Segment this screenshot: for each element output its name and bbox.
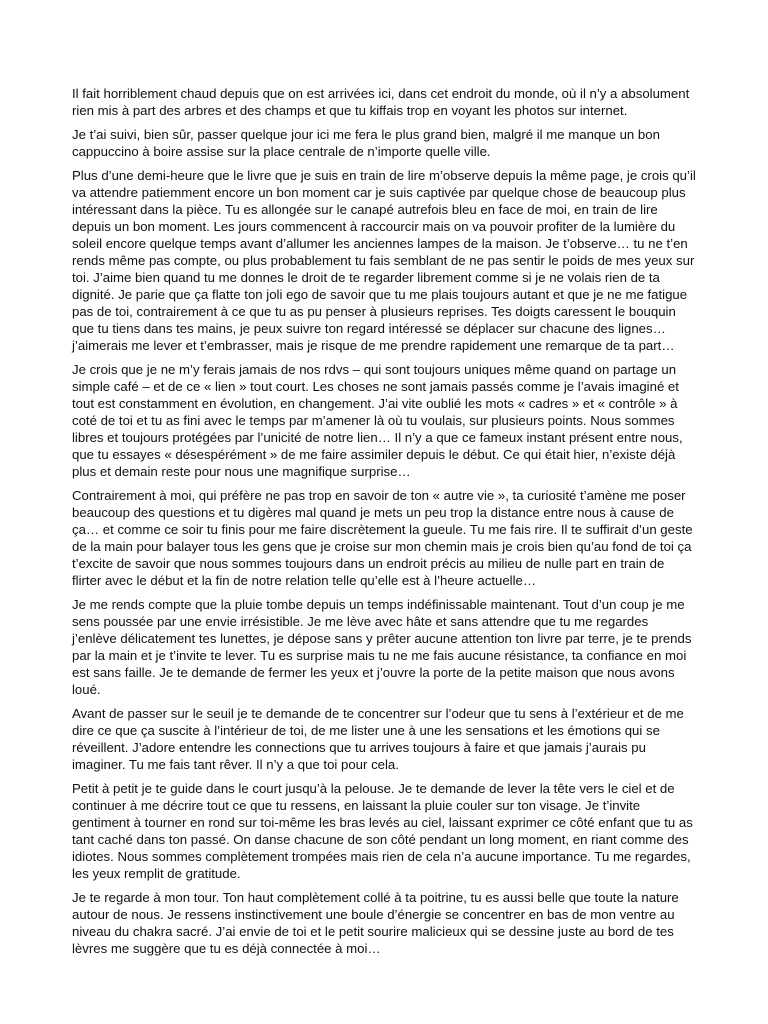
paragraph: Je te regarde à mon tour. Ton haut complètement collé à ta poitrine, tu es aussi belle que toute la nature autour de nous. Je ressens instinctivement une boule d’énergie se concentrer en bas de mon ventre au niveau du chakra sacré. J’ai envie de toi et le petit sourire malicieux qui se dessine juste au bord de tes lèvres me suggère que tu es déjà connectée à moi… (72, 890, 679, 956)
paragraph: Je crois que je ne m’y ferais jamais de nos rdvs – qui sont toujours uniques même quand on partage un simple café – et de ce « lien » tout court. Les choses ne sont jamais passés comme je l’avais imaginé et tout est constamment en évolution, en changement. J’ai vite oublié les mots « cadres » et « contrôle » à coté de toi et tu as fini avec le temps par m’amener là où tu voulais, sur plusieurs points. Nous sommes libres et toujours protégées par l’unicité de notre lien… Il n’y a que ce fameux instant présent entre nous, que tu essayes « désespérément » de me faire assimiler depuis le début. Ce qui était hier, n’existe déjà plus et demain reste pour nous une magnifique surprise… (72, 362, 683, 479)
paragraph: Je t’ai suivi, bien sûr, passer quelque jour ici me fera le plus grand bien, malgré il me manque un bon cappuccino à boire assise sur la place centrale de n’importe quelle ville. (72, 127, 660, 159)
document-page (72, 85, 696, 964)
paragraph: Il fait horriblement chaud depuis que on est arrivées ici, dans cet endroit du monde, où il n’y a absolument rien mis à part des arbres et des champs et que tu kiffais trop en voyant les photos sur internet. (72, 86, 690, 118)
paragraph: Plus d’une demi-heure que le livre que je suis en train de lire m’observe depuis la même page, je crois qu’il va attendre patiemment encore un bon moment car je suis captivée par quelque chose de beaucoup plus intéressant dans la pièce. Tu es allongée sur le canapé autrefois bleu en face de moi, en train de lire depuis un bon moment. Les jours commencent à raccourcir mais on va pouvoir profiter de la lumière du soleil encore quelque temps avant d’allumer les anciennes lampes de la maison. Je t’observe… tu ne t’en rends même pas compte, ou plus probablement tu fais semblant de ne pas sentir le poids de mes yeux sur toi. J’aime bien quand tu me donnes le droit de te regarder librement comme si je ne volais rien de ta dignité. Je parie que ça flatte ton joli ego de savoir que tu me plais toujours autant et que je ne me fatigue pas de toi, contrairement à ce que tu as pu penser à plusieurs reprises. Tes doigts caressent le bouquin que tu tiens dans tes mains, je peux suivre ton regard intéressé se déplacer sur chacune des lignes… j’aimerais me lever et t’embrasser, mais je risque de me prendre rapidement une remarque de ta part… (72, 168, 696, 353)
paragraph: Petit à petit je te guide dans le court jusqu’à la pelouse. Je te demande de lever la tête vers le ciel et de continuer à me décrire tout ce que tu ressens, en laissant la pluie couler sur ton visage. Je t’invite gentiment à tourner en rond sur toi-même les bras levés au ciel, laissant exprimer ce côté enfant que tu as tant caché dans ton passé. On danse chacune de son côté pendant un long moment, en riant comme des idiotes. Nous sommes complètement trompées mais rien de cela n’a aucune importance. Tu me regardes, les yeux remplit de gratitude. (72, 781, 693, 881)
paragraph: Contrairement à moi, qui préfère ne pas trop en savoir de ton « autre vie », ta curiosité t’amène me poser beaucoup des questions et tu digères mal quand je mets un peu trop la distance entre nous à cause de ça… et comme ce soir tu finis pour me faire discrètement la gueule. Tu me fais rire. Il te suffirait d’un geste de la main pour balayer tous les gens que je croise sur mon chemin mais je crois bien qu’au fond de toi ça t’excite de savoir que nous sommes toujours dans un endroit précis au milieu de nulle part en train de flirter avec le début et la fin de notre relation telle qu’elle est à l’heure actuelle… (72, 488, 693, 588)
paragraph: Avant de passer sur le seuil je te demande de te concentrer sur l’odeur que tu sens à l’extérieur et de me dire ce que ça suscite à l’intérieur de toi, de me lister une à une les sensations et les émotions qui se réveillent. J’adore entendre les connections que tu arrives toujours à faire et que jamais j’aurais pu imaginer. Tu me fais tant rêver. Il n’y a que toi pour cela. (72, 706, 684, 772)
paragraph: Je me rends compte que la pluie tombe depuis un temps indéfinissable maintenant. Tout d’un coup je me sens poussée par une envie irrésistible. Je me lève avec hâte et sans attendre que tu me regardes j’enlève délicatement tes lunettes, je dépose sans y prêter aucune attention ton livre par terre, je te prends par la main et je t’invite te lever. Tu es surprise mais tu ne me fais aucune résistance, ta confiance en moi est sans faille. Je te demande de fermer les yeux et j’ouvre la porte de la petite maison que nous avons loué. (72, 597, 692, 697)
